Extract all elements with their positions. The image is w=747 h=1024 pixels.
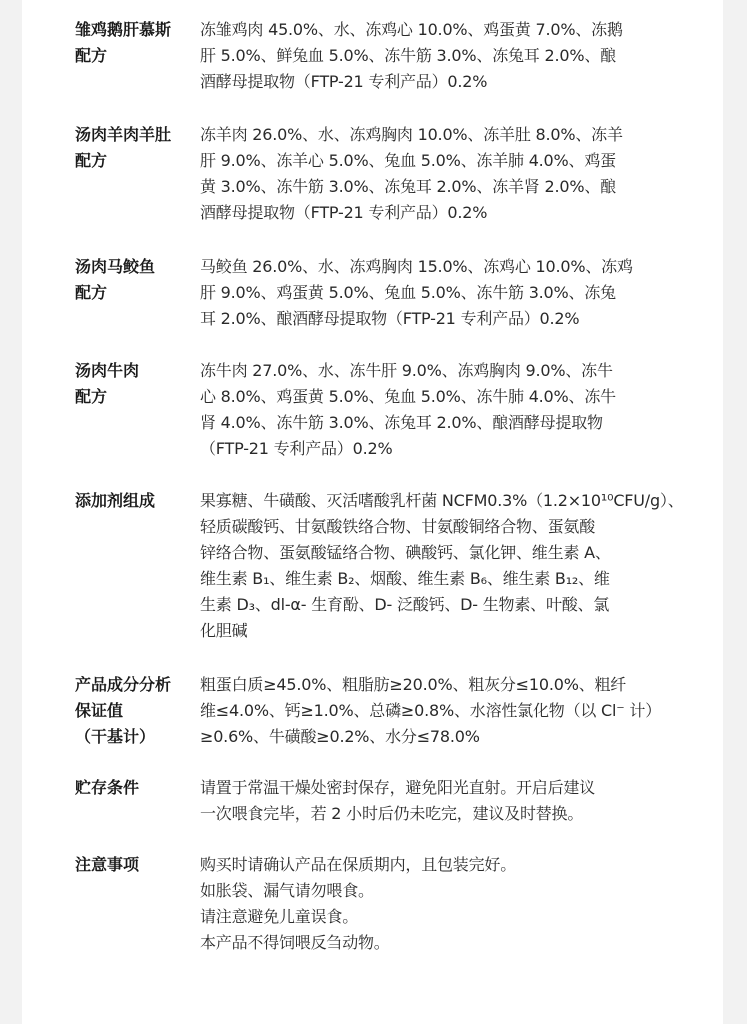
section-content: 冻羊肉 26.0%、水、冻鸡胸肉 10.0%、冻羊肚 8.0%、冻羊 肝 9.0%、冻羊心 5.0%、兔血 5.0%、冻羊肺 4.0%、鸡蛋 黄 3.0%、冻牛筋 3.0%、冻兔耳 2.0%、冻羊肾 2.0%、酿 酒酵母提取物（FTP-21 专利产品）0.2% (200, 125, 623, 222)
section-content: 冻雏鸡肉 45.0%、水、冻鸡心 10.0%、鸡蛋黄 7.0%、冻鹅 肝 5.0%、鲜兔血 5.0%、冻牛筋 3.0%、冻兔耳 2.0%、酿 酒酵母提取物（FTP-21 专利产品）0.2% (200, 20, 623, 91)
section-label: 汤肉牛肉 配方 (75, 361, 140, 406)
section-label: 汤肉羊肉羊肚 配方 (75, 125, 172, 170)
section-label: 贮存条件 (75, 778, 140, 797)
section-content: 购买时请确认产品在保质期内，且包装完好。 如胀袋、漏气请勿喂食。 请注意避免儿童误食。 本产品不得饲喂反刍动物。 (200, 855, 517, 952)
section-content: 果寡糖、牛磺酸、灭活嗜酸乳杆菌 NCFM0.3%（1.2×10¹⁰CFU/g）、 轻质碳酸钙、甘氨酸铁络合物、甘氨酸铜络合物、蛋氨酸 锌络合物、蛋氨酸锰络合物、碘酸钙、氯化钾、维生素 A、 维生素 B₁、维生素 B₂、烟酸、维生素 B₆、维生素 B₁₂、维 生素 D₃、dl-α- 生育酚、D- 泛酸钙、D- 生物素、叶酸、氯 化胆碱 (200, 491, 684, 640)
section-content: 冻牛肉 27.0%、水、冻牛肝 9.0%、冻鸡胸肉 9.0%、冻牛 心 8.0%、鸡蛋黄 5.0%、兔血 5.0%、冻牛肺 4.0%、冻牛 肾 4.0%、冻牛筋 3.0%、冻兔耳 2.0%、酿酒酵母提取物 （FTP-21 专利产品）0.2% (200, 361, 616, 458)
section-label: 汤肉马鲛鱼 配方 (75, 257, 156, 302)
section-content: 粗蛋白质≥45.0%、粗脂肪≥20.0%、粗灰分≤10.0%、粗纤 维≤4.0%、钙≥1.0%、总磷≥0.8%、水溶性氯化物（以 Cl⁻ 计） ≥0.6%、牛磺酸≥0.2%、水分≤78.0% (200, 675, 661, 746)
section-label: 产品成分分析 保证值 （干基计） (75, 675, 172, 746)
section-content: 马鲛鱼 26.0%、水、冻鸡胸肉 15.0%、冻鸡心 10.0%、冻鸡 肝 9.0%、鸡蛋黄 5.0%、兔血 5.0%、冻牛筋 3.0%、冻兔 耳 2.0%、酿酒酵母提取物（FTP-21 专利产品）0.2% (200, 257, 633, 328)
product-info-card (22, 0, 723, 1024)
section-label: 雏鸡鹅肝慕斯 配方 (75, 20, 172, 65)
section-label: 注意事项 (75, 855, 140, 874)
section-content: 请置于常温干燥处密封保存，避免阳光直射。开启后建议 一次喂食完毕，若 2 小时后仍未吃完，建议及时替换。 (200, 778, 596, 823)
section-label: 添加剂组成 (75, 491, 156, 510)
